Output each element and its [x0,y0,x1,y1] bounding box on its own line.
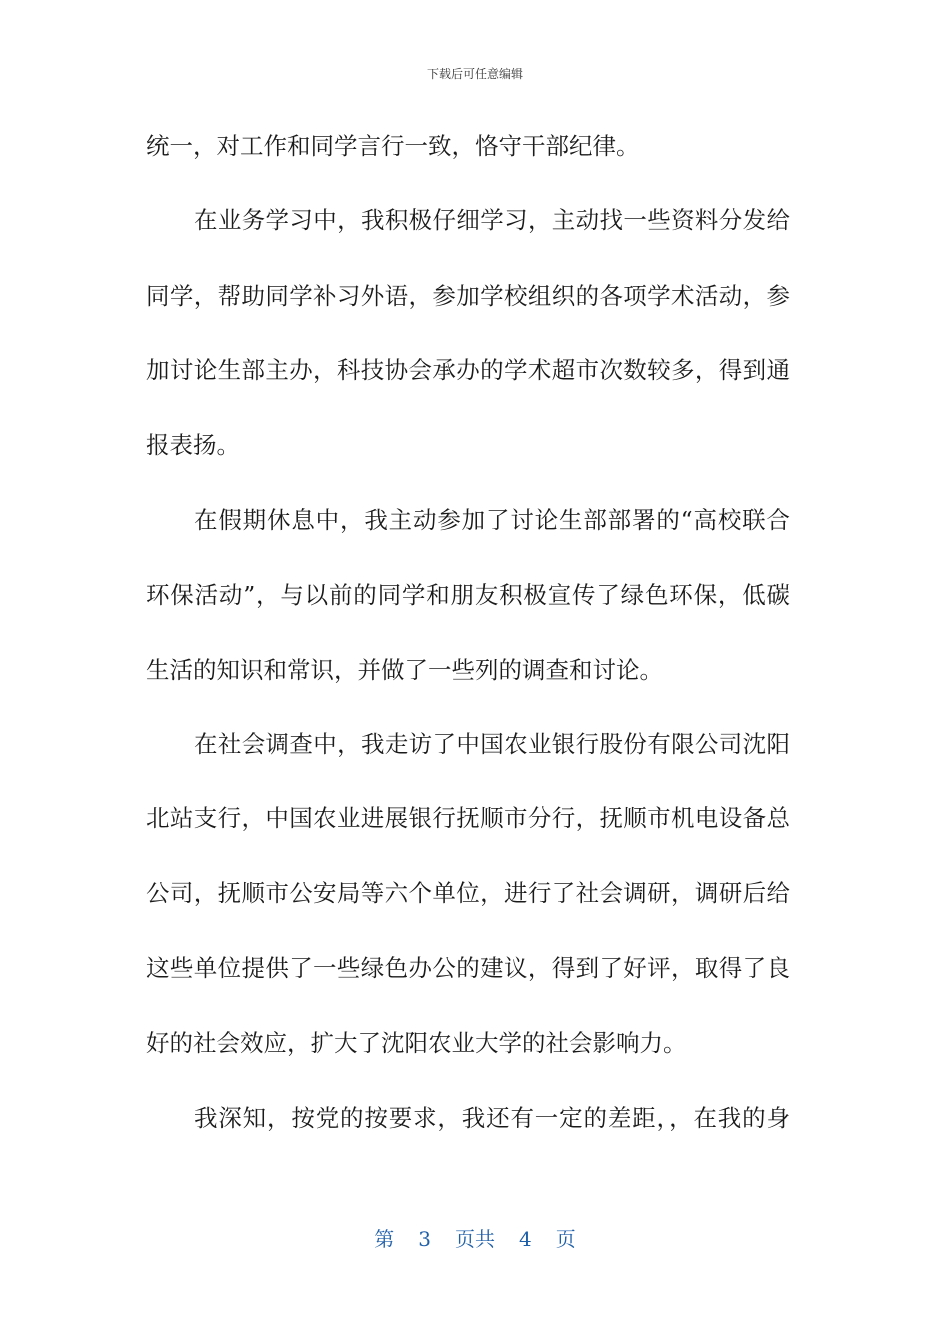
current-page-number: 3 [418,1227,431,1251]
footer-prefix: 第 [374,1227,395,1251]
body-line-1: 统一，对工作和同学言行一致，恪守干部纪律。 [146,132,640,160]
total-pages-number: 4 [519,1227,532,1251]
body-line-2: 在业务学习中，我积极仔细学习，主动找一些资料分发给 [194,206,790,234]
body-line-5: 报表扬。 [146,431,240,459]
body-line-3: 同学，帮助同学补习外语，参加学校组织的各项学术活动，参 [146,282,790,310]
body-line-7: 环保活动”，与以前的同学和朋友积极宣传了绿色环保，低碳 [146,581,790,609]
page-footer [0,1226,950,1252]
body-line-10: 北站支行，中国农业进展银行抚顺市分行，抚顺市机电设备总 [146,804,790,832]
body-line-13: 好的社会效应，扩大了沈阳农业大学的社会影响力。 [146,1029,687,1057]
body-line-6: 在假期休息中，我主动参加了讨论生部部署的“高校联合 [194,506,790,534]
body-line-8: 生活的知识和常识，并做了一些列的调查和讨论。 [146,656,663,684]
body-line-11: 公司，抚顺市公安局等六个单位，进行了社会调研，调研后给 [146,879,790,907]
body-line-14: 我深知，按党的按要求，我还有一定的差距，，在我的身 [194,1104,790,1132]
page-header: 下载后可任意编辑 [426,67,523,81]
footer-suffix: 页 [555,1227,576,1251]
footer-middle: 页共 [455,1227,495,1251]
body-line-4: 加讨论生部主办，科技协会承办的学术超市次数较多，得到通 [146,356,790,384]
body-line-12: 这些单位提供了一些绿色办公的建议，得到了好评，取得了良 [146,954,790,982]
body-line-9: 在社会调查中，我走访了中国农业银行股份有限公司沈阳 [194,730,790,758]
